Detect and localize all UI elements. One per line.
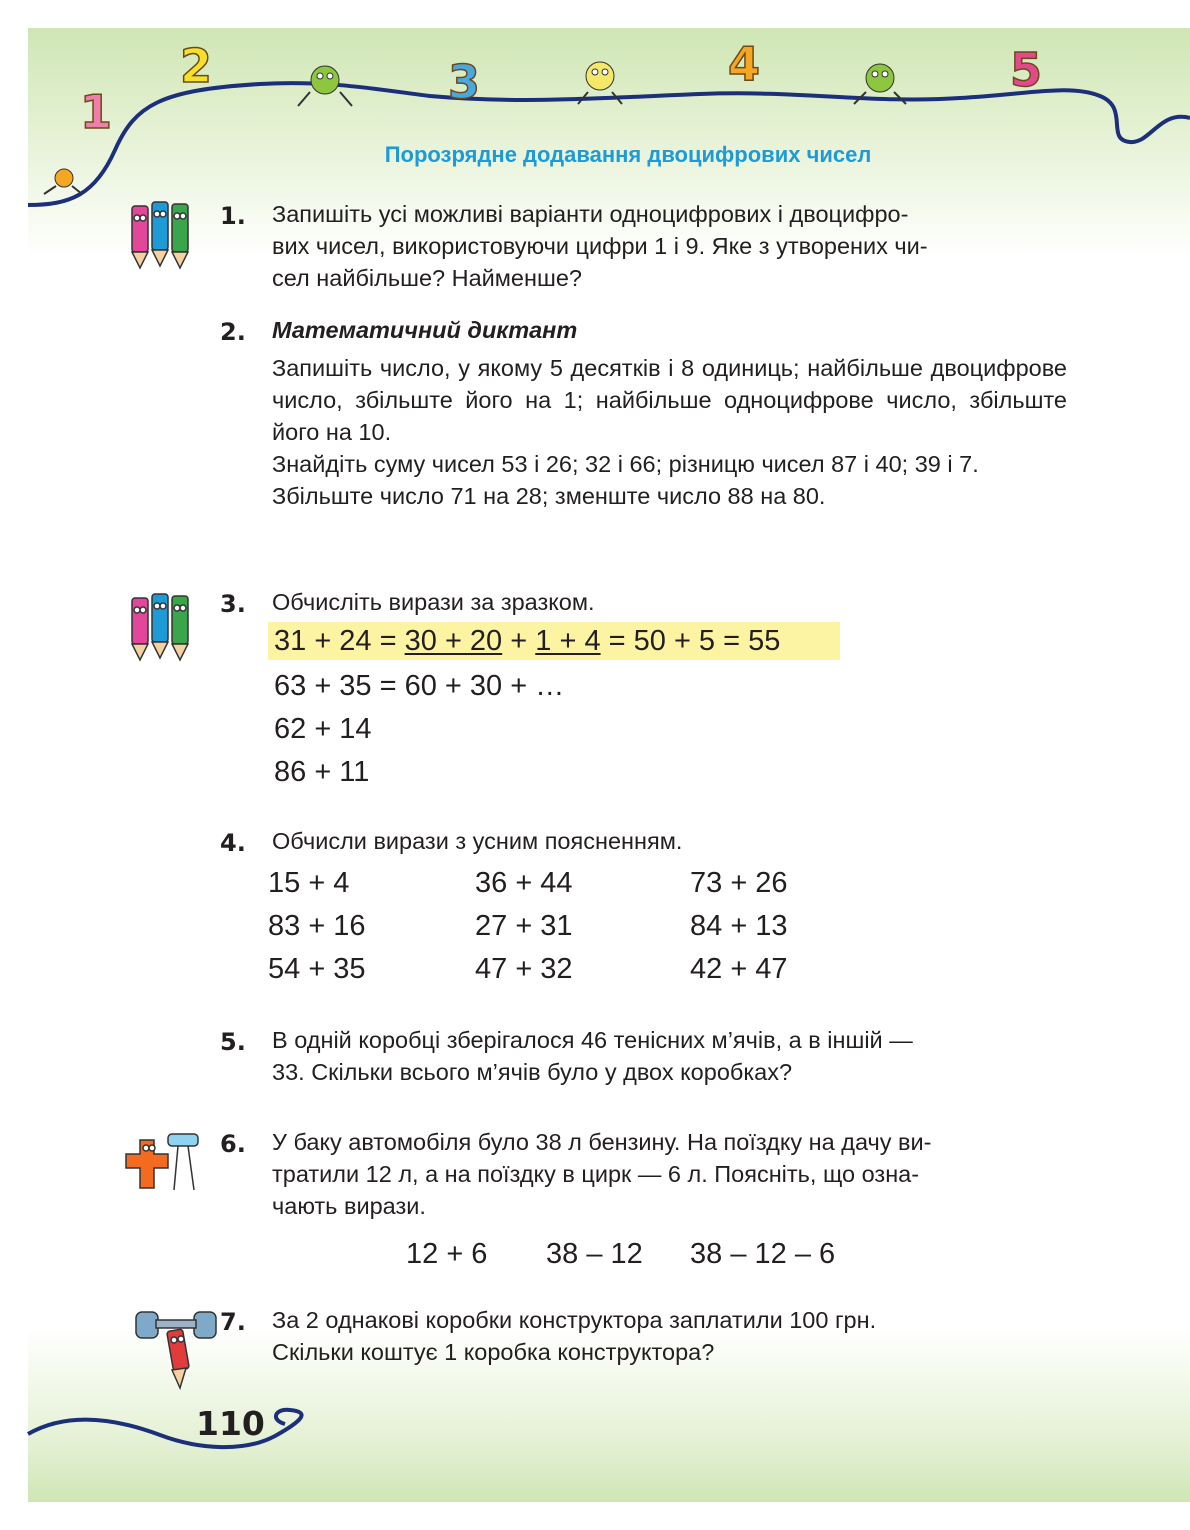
- digit-2-character: 2: [180, 39, 213, 93]
- text-line: Скільки коштує 1 коробка конструктора?: [272, 1339, 715, 1365]
- exercise-number: 5.: [220, 1028, 246, 1056]
- exercise-5-text: [272, 1024, 1067, 1088]
- expression: 62 + 14: [274, 713, 372, 745]
- dumbbell-pencil-icon: [134, 1296, 224, 1392]
- page-title: Порозрядне додавання двоцифрових чисел: [384, 142, 872, 167]
- exercise-heading: Математичний диктант: [272, 317, 578, 343]
- grid-expression: 47 + 32: [475, 953, 573, 985]
- exercise-6-text: [272, 1126, 1067, 1222]
- text-line: У баку автомобіля було 38 л бензину. На поїздку на дачу ви-: [272, 1129, 932, 1155]
- text-paragraph: Збільште число 71 на 28; зменште число 88 на 80.: [272, 483, 826, 509]
- expr-part-underlined: 1 + 4: [535, 625, 601, 657]
- digit-1-character: 1: [80, 85, 113, 139]
- page-number: 110: [196, 1404, 265, 1443]
- exercise-number: 4.: [220, 829, 246, 857]
- text-line: 33. Скільки всього м’ячів було у двох коробках?: [272, 1059, 793, 1085]
- exercise-number: 3.: [220, 590, 246, 618]
- pencils-icon: [122, 588, 202, 664]
- exercise-7-text: [272, 1304, 1067, 1368]
- expression: 38 – 12: [546, 1238, 643, 1270]
- expression: 86 + 11: [274, 756, 370, 788]
- expression: 12 + 6: [406, 1238, 488, 1270]
- exercise-4-text: Обчисли вирази з усним поясненням.: [272, 828, 683, 854]
- exercise-number: 7.: [220, 1308, 246, 1336]
- text-line: В одній коробці зберігалося 46 тенісних м’ячів, а в іншій —: [272, 1027, 913, 1053]
- text-line: вих чисел, використовуючи цифри 1 і 9. Яке з утворених чи-: [272, 233, 928, 259]
- sample-expression: [274, 623, 780, 659]
- expr-part: = 50 + 5 = 55: [600, 625, 781, 657]
- header-decoration: [0, 0, 1190, 220]
- grid-expression: 15 + 4: [268, 867, 350, 899]
- digit-5-character: 5: [1010, 43, 1043, 97]
- grid-expression: 42 + 47: [690, 953, 788, 985]
- digit-3-character: 3: [448, 55, 481, 109]
- text-paragraph: Запишіть число, у якому 5 десятків і 8 одиниць; найбільше двоцифрове число, збільште його на 1; найбільше одноцифрове число, збільште його на 10.: [272, 355, 1067, 445]
- exercise-number: 2.: [220, 318, 246, 346]
- exercise-3-text: Обчисліть вирази за зразком.: [272, 589, 595, 615]
- text-paragraph: Знайдіть суму чисел 53 і 26; 32 і 66; різницю чисел 87 і 40; 39 і 7.: [272, 451, 979, 477]
- grid-expression: 73 + 26: [690, 867, 788, 899]
- expr-part: 31 + 24 =: [274, 625, 405, 657]
- expression: 38 – 12 – 6: [690, 1238, 836, 1270]
- text-line: сел найбільше? Найменше?: [272, 265, 582, 291]
- grid-expression: 54 + 35: [268, 953, 366, 985]
- sample-highlight: [268, 622, 840, 660]
- text-line: чають вирази.: [272, 1193, 426, 1219]
- text-line: тратили 12 л, а на поїздку в цирк — 6 л. Поясніть, що озна-: [272, 1161, 920, 1187]
- exercise-2-text: [272, 314, 1067, 512]
- grid-expression: 36 + 44: [475, 867, 573, 899]
- digit-4-character: 4: [728, 37, 761, 91]
- text-line: За 2 однакові коробки конструктора заплатили 100 грн.: [272, 1307, 877, 1333]
- exercise-1-text: [272, 198, 1067, 294]
- text-line: Запишіть усі можливі варіанти одноцифрових і двоцифро-: [272, 201, 909, 227]
- exercise-number: 1.: [220, 202, 246, 230]
- grid-expression: 83 + 16: [268, 910, 366, 942]
- grid-expression: 27 + 31: [475, 910, 573, 942]
- expr-part: +: [502, 625, 536, 657]
- expr-part-underlined: 30 + 20: [404, 625, 503, 657]
- expression: 63 + 35 = 60 + 30 + …: [274, 670, 565, 702]
- plus-minus-characters-icon: [122, 1126, 208, 1202]
- grid-expression: 84 + 13: [690, 910, 788, 942]
- footer-decoration: [0, 1380, 1190, 1490]
- exercise-number: 6.: [220, 1130, 246, 1158]
- pencils-icon: [122, 196, 202, 272]
